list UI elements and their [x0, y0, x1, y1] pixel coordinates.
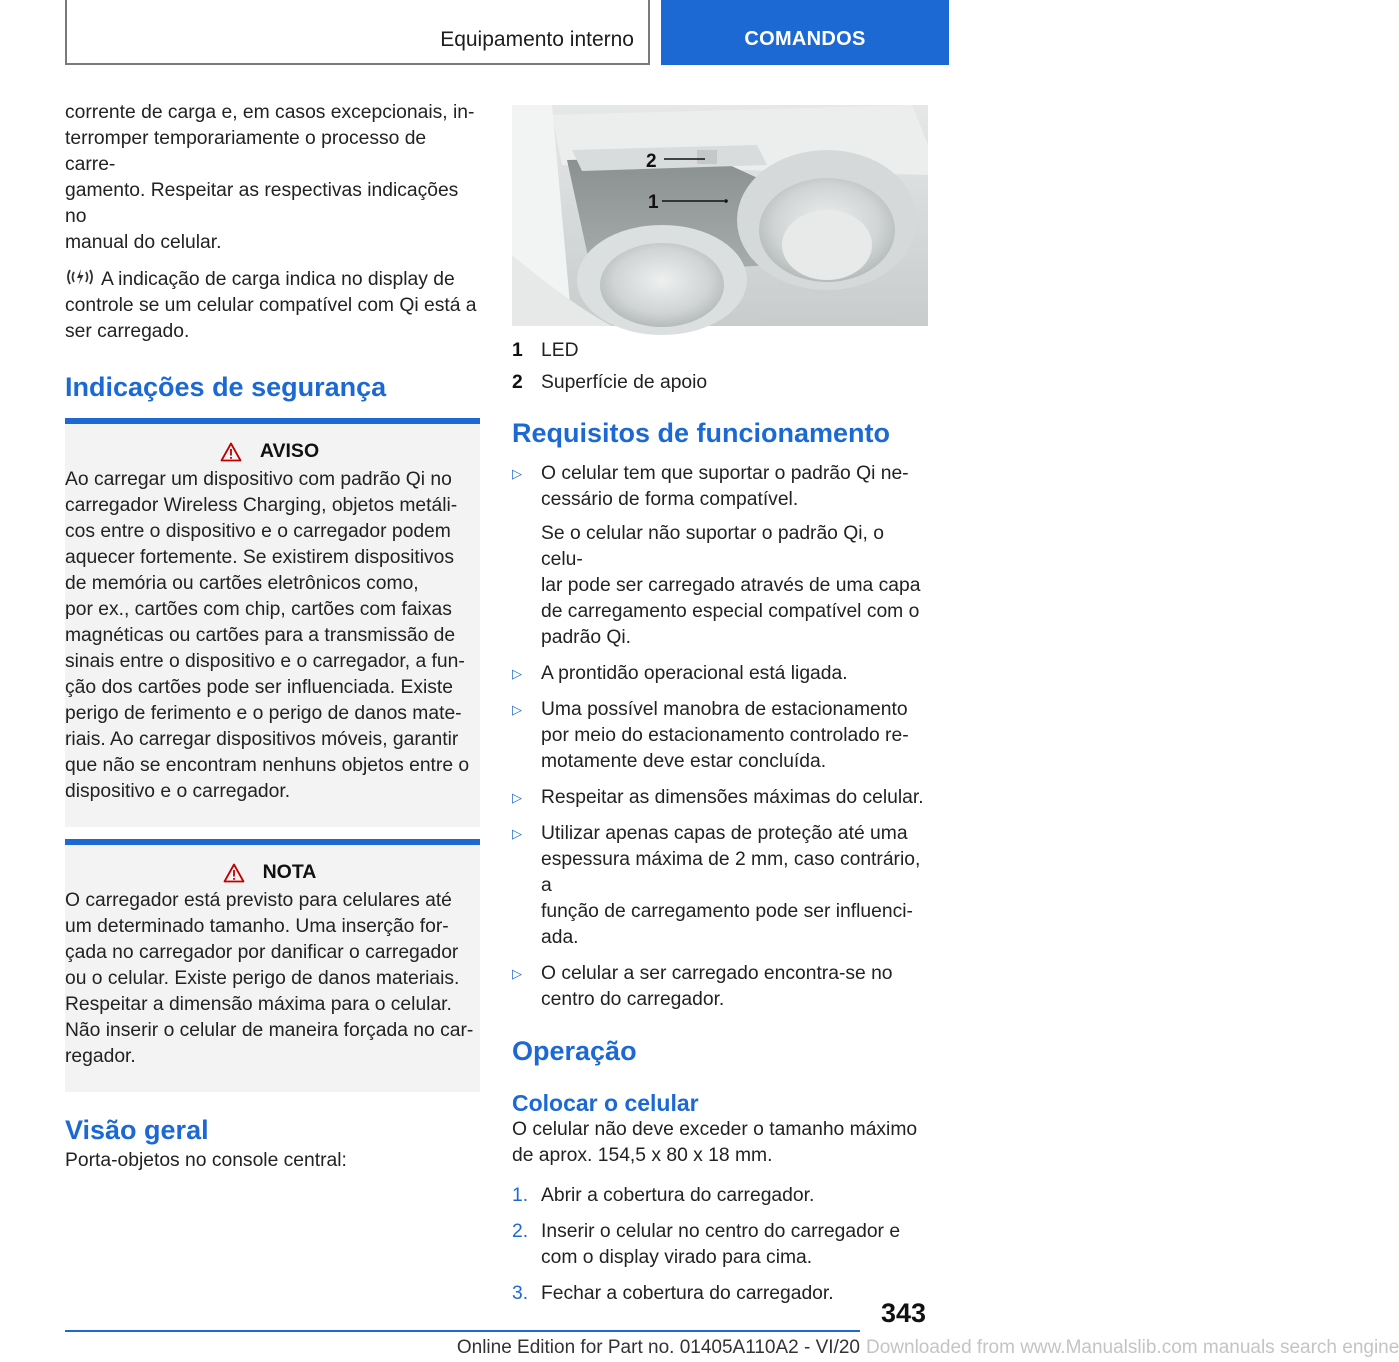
list-item — [512, 785, 928, 811]
intro-paragraph — [65, 100, 480, 256]
text-line: magnéticas ou cartões para a transmissão de — [65, 625, 456, 646]
text-line: Uma possível manobra de estacionamento — [541, 699, 908, 720]
warning-triangle-icon — [223, 863, 245, 883]
text-line: com o display virado para cima. — [541, 1247, 813, 1268]
text-line: çada no carregador por danificar o carregador — [65, 942, 459, 963]
text-line: Inserir o celular no centro do carregador e — [541, 1221, 901, 1242]
triangle-bullet-icon: ▷ — [512, 466, 522, 481]
text-line: de memória ou cartões eletrônicos como, — [65, 573, 419, 594]
text-line: Não inserir o celular de maneira forçada no car- — [65, 1020, 474, 1041]
text-line: Abrir a cobertura do carregador. — [541, 1185, 815, 1206]
console-photo — [512, 105, 928, 326]
list-item — [512, 697, 928, 775]
text-line: A prontidão operacional está ligada. — [541, 663, 848, 684]
step-number: 2. — [512, 1221, 529, 1242]
triangle-bullet-icon: ▷ — [512, 966, 522, 981]
text-line: regador. — [65, 1046, 136, 1067]
callout-1: 1 — [648, 192, 659, 213]
text-line: Utilizar apenas capas de proteção até uma — [541, 823, 908, 844]
text-line: centro do carregador. — [541, 989, 725, 1010]
note-title: NOTA — [262, 861, 317, 883]
text-line: O celular tem que suportar o padrão Qi ne- — [541, 463, 909, 484]
text-line: Respeitar as dimensões máximas do celular. — [541, 787, 924, 808]
note-text — [65, 888, 474, 1070]
text-line: ou o celular. Existe perigo de danos materiais. — [65, 968, 460, 989]
text-line: motamente deve estar concluída. — [541, 751, 827, 772]
text-line: cos entre o dispositivo e o carregador podem — [65, 521, 451, 542]
triangle-bullet-icon: ▷ — [512, 790, 522, 805]
step-item — [512, 1219, 928, 1271]
text-line: por meio do estacionamento controlado re- — [541, 725, 909, 746]
text-line: manual do celular. — [65, 232, 222, 253]
text-line: ser carregado. — [65, 321, 190, 342]
charge-note — [65, 266, 480, 345]
operation-heading: Operação — [512, 1036, 637, 1066]
text-line: A indicação de carga indica no display de — [101, 269, 455, 290]
text-line: por ex., cartões com chip, cartões com faixas — [65, 599, 452, 620]
note-box — [65, 839, 480, 1092]
list-item — [512, 821, 928, 951]
step-item — [512, 1183, 928, 1209]
list-item — [512, 961, 928, 1013]
console-illustration — [512, 105, 928, 326]
place-phone-heading: Colocar o celular — [512, 1090, 699, 1116]
triangle-bullet-icon: ▷ — [512, 702, 522, 717]
warning-text — [65, 467, 474, 805]
place-phone-text — [512, 1117, 928, 1169]
legend-text: Superfície de apoio — [541, 372, 708, 393]
text-line: espessura máxima de 2 mm, caso contrário, a — [541, 849, 921, 896]
header-chapter-label: COMANDOS — [744, 28, 866, 50]
text-line: corrente de carga e, em casos excepcionais, in- — [65, 102, 475, 123]
legend-text: LED — [541, 340, 579, 361]
warning-box — [65, 418, 480, 827]
text-line: dispositivo e o carregador. — [65, 781, 291, 802]
text-line: sinais entre o dispositivo e o carregador, a fun- — [65, 651, 465, 672]
edition-text: Online Edition for Part no. 01405A110A2 - VI/20 — [456, 1337, 860, 1358]
text-line: cessário de forma compatível. — [541, 489, 799, 510]
text-line: controle se um celular compatível com Qi está a — [65, 295, 477, 316]
list-item — [512, 661, 928, 687]
text-line: Fechar a cobertura do carregador. — [541, 1283, 834, 1304]
text-line: riais. Ao carregar dispositivos móveis, garantir — [65, 729, 459, 750]
header-section-label: Equipamento interno — [440, 28, 634, 51]
callout-2: 2 — [646, 151, 657, 172]
requirements-heading: Requisitos de funcionamento — [512, 418, 891, 448]
text-line: ada. — [541, 927, 579, 948]
text-line: ção dos cartões pode ser influenciada. Existe — [65, 677, 453, 698]
page-number: 343 — [880, 1298, 926, 1328]
triangle-bullet-icon: ▷ — [512, 666, 522, 681]
overview-text: Porta-objetos no console central: — [65, 1150, 347, 1171]
header-section-tab — [65, 0, 650, 65]
text-line: função de carregamento pode ser influenci- — [541, 901, 913, 922]
text-line: padrão Qi. — [541, 627, 632, 648]
text-line: O celular a ser carregado encontra-se no — [541, 963, 893, 984]
list-item — [512, 461, 928, 651]
right-column — [512, 335, 928, 1317]
text-line: de carregamento especial compatível com o — [541, 601, 920, 622]
text-line: lar pode ser carregado através de uma capa — [541, 575, 921, 596]
text-line: um determinado tamanho. Uma inserção for- — [65, 916, 449, 937]
steps-list — [512, 1183, 928, 1307]
legend-item — [512, 367, 928, 399]
text-line: gamento. Respeitar as respectivas indicações no — [65, 180, 459, 227]
text-line: Ao carregar um dispositivo com padrão Qi no — [65, 469, 452, 490]
text-line: que não se encontram nenhuns objetos entre o — [65, 755, 470, 776]
overview-heading: Visão geral — [65, 1115, 209, 1145]
footer-divider — [65, 1330, 860, 1332]
text-line: carregador Wireless Charging, objetos metáli- — [65, 495, 458, 516]
figure-legend — [512, 335, 928, 399]
triangle-bullet-icon: ▷ — [512, 826, 522, 841]
left-column — [65, 100, 480, 1174]
legend-item — [512, 335, 928, 367]
legend-number: 1 — [512, 340, 523, 361]
text-line: perigo de ferimento e o perigo de danos mate- — [65, 703, 462, 724]
step-number: 3. — [512, 1283, 529, 1304]
text-line: O carregador está previsto para celulares até — [65, 890, 452, 911]
text-line: Respeitar a dimensão máxima para o celular. — [65, 994, 452, 1015]
text-line: de aprox. 154,5 x 80 x 18 mm. — [512, 1145, 773, 1166]
warning-title: AVISO — [259, 440, 320, 462]
legend-number: 2 — [512, 372, 523, 393]
step-number: 1. — [512, 1185, 529, 1206]
header-chapter-tab — [661, 0, 949, 65]
text-line: O celular não deve exceder o tamanho máximo — [512, 1119, 918, 1140]
wireless-charging-icon — [65, 266, 95, 288]
text-line: aquecer fortemente. Se existirem dispositivos — [65, 547, 455, 568]
watermark: Downloaded from www.Manualslib.com manuals search engine — [866, 1337, 1399, 1358]
warning-triangle-icon — [220, 442, 242, 462]
requirements-list — [512, 461, 928, 1013]
text-line: terromper temporariamente o processo de carre- — [65, 128, 427, 175]
text-line: Se o celular não suportar o padrão Qi, o celu- — [541, 523, 884, 570]
safety-heading: Indicações de segurança — [65, 372, 387, 402]
